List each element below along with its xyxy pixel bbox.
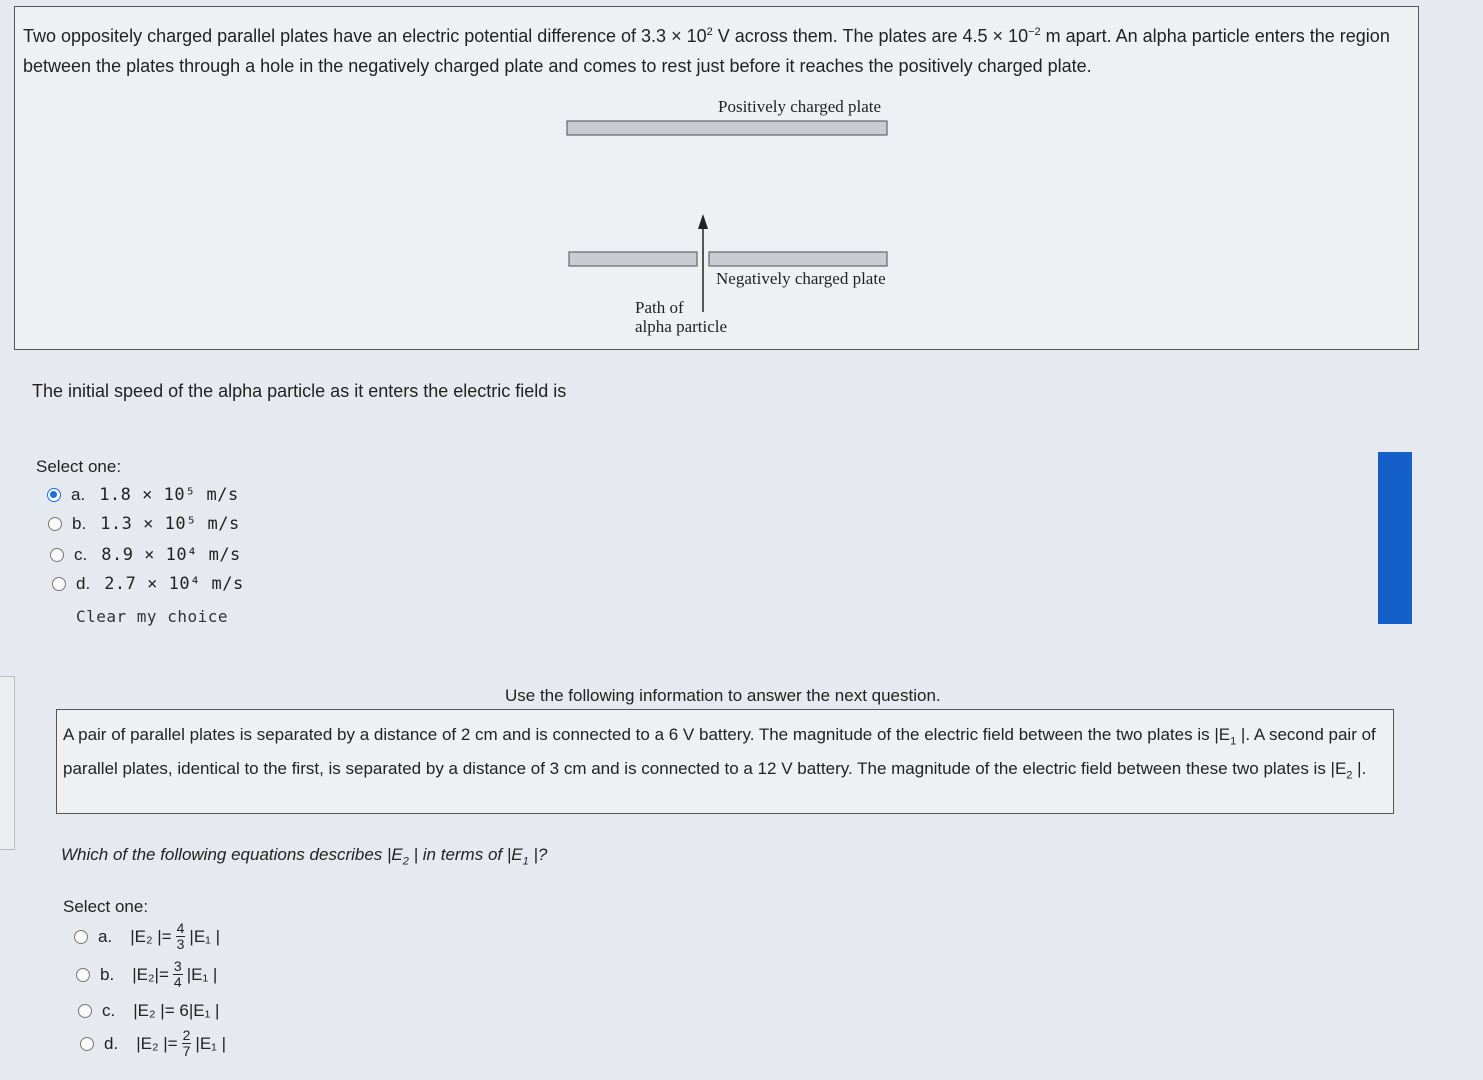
option-text: 1.3 × 10⁵ m/s (100, 514, 240, 534)
q1-option-d[interactable] (52, 574, 244, 594)
q2-text-part: |. A second pair of parallel plates, identical to the first, is separated by a distance of 3 cm and is connected to a 12 V battery. The magnitude of the electric field between these two plates is |E (63, 725, 1376, 779)
q1-option-c[interactable] (50, 545, 241, 565)
q1-text-part: m apart. An alpha particle enters the region between the plates through a hole in the negatively charged plate and comes to rest just before it reaches the positively charged plate. (23, 26, 1390, 76)
negative-plate-right (709, 252, 887, 266)
path-label (635, 298, 727, 336)
question2-text (63, 721, 1383, 790)
question2-info-box (56, 709, 1394, 814)
option-letter: a. (98, 926, 113, 946)
option-rhs: |E₁ | (195, 1033, 227, 1053)
option-letter: d. (76, 574, 91, 593)
radio-button[interactable] (78, 1004, 92, 1018)
q2-subscript: 2 (1346, 769, 1353, 782)
option-text: 8.9 × 10⁴ m/s (101, 545, 241, 565)
radio-button[interactable] (76, 968, 90, 982)
q2-prompt-part: Which of the following equations describes |E (61, 845, 403, 864)
fraction-denominator: 7 (182, 1043, 191, 1059)
q1-text-part: V across them. The plates are 4.5 × 10 (712, 26, 1029, 46)
option-rhs: |E₁ | (186, 964, 218, 984)
option-rhs: |E₁ | (189, 926, 221, 946)
select-one-label: Select one: (36, 457, 122, 476)
question1-box (14, 6, 1419, 350)
q2-prompt-part: |? (528, 845, 548, 864)
q1-exponent: −2 (1028, 26, 1041, 38)
q2-option-d[interactable] (80, 1028, 226, 1059)
option-fraction (173, 959, 183, 990)
q1-option-b[interactable] (48, 514, 240, 534)
q2-prompt-subscript: 1 (522, 855, 529, 868)
positive-plate (567, 121, 887, 135)
question1-prompt: The initial speed of the alpha particle as it enters the electric field is (32, 381, 567, 401)
q1-exponent: 2 (706, 26, 713, 38)
option-letter: c. (74, 545, 88, 564)
option-text: 1.8 × 10⁵ m/s (99, 485, 239, 505)
q2-prompt-subscript: 2 (402, 855, 409, 868)
info-heading: Use the following information to answer the next question. (505, 686, 941, 705)
option-letter: d. (104, 1033, 119, 1053)
q2-option-a[interactable] (74, 921, 220, 952)
option-fraction (182, 1028, 192, 1059)
radio-button[interactable] (52, 577, 66, 591)
radio-button[interactable] (80, 1037, 94, 1051)
positive-plate-label: Positively charged plate (718, 97, 882, 116)
option-letter: b. (72, 514, 87, 533)
q2-text-part: A pair of parallel plates is separated by a distance of 2 cm and is connected to a 6 V battery. The magnitude of the electric field between the two plates is |E (63, 725, 1231, 744)
q2-option-c[interactable] (78, 1001, 219, 1021)
select-one-label-2: Select one: (63, 897, 149, 916)
q1-text-part: Two oppositely charged parallel plates have an electric potential difference of 3.3 × 10 (23, 26, 707, 46)
q1-option-a[interactable] (47, 485, 239, 505)
option-lhs: |E₂ |= 6|E₁ | (133, 1001, 220, 1020)
page-edge-panel (0, 676, 15, 850)
scrollbar-thumb[interactable] (1378, 452, 1412, 624)
option-text: 2.7 × 10⁴ m/s (104, 574, 244, 594)
option-lhs: |E₂ |= (136, 1033, 178, 1053)
option-letter: c. (102, 1001, 116, 1020)
q2-prompt-part: | in terms of |E (408, 845, 523, 864)
fraction-denominator: 4 (173, 974, 182, 990)
radio-button[interactable] (50, 548, 64, 562)
clear-my-choice-link[interactable]: Clear my choice (76, 607, 228, 626)
alpha-path-arrow-icon (698, 214, 708, 229)
radio-button-selected[interactable] (47, 488, 61, 502)
q2-text-part: |. (1352, 759, 1367, 779)
negative-plate-label: Negatively charged plate (716, 269, 886, 288)
option-lhs: |E₂|= (132, 964, 169, 984)
option-letter: b. (100, 964, 115, 984)
option-lhs: |E₂ |= (130, 926, 172, 946)
radio-button[interactable] (74, 930, 88, 944)
option-fraction (176, 921, 186, 952)
option-letter: a. (71, 485, 86, 504)
path-label-line1: Path of (635, 298, 684, 317)
question2-prompt (61, 845, 547, 867)
fraction-numerator: 3 (173, 958, 182, 974)
fraction-numerator: 2 (182, 1027, 191, 1043)
q2-subscript: 1 (1230, 735, 1237, 748)
radio-button[interactable] (48, 517, 62, 531)
negative-plate-left (569, 252, 697, 266)
q2-option-b[interactable] (76, 959, 217, 990)
path-label-line2: alpha particle (635, 317, 728, 336)
fraction-denominator: 3 (176, 936, 185, 952)
fraction-numerator: 4 (176, 920, 185, 936)
